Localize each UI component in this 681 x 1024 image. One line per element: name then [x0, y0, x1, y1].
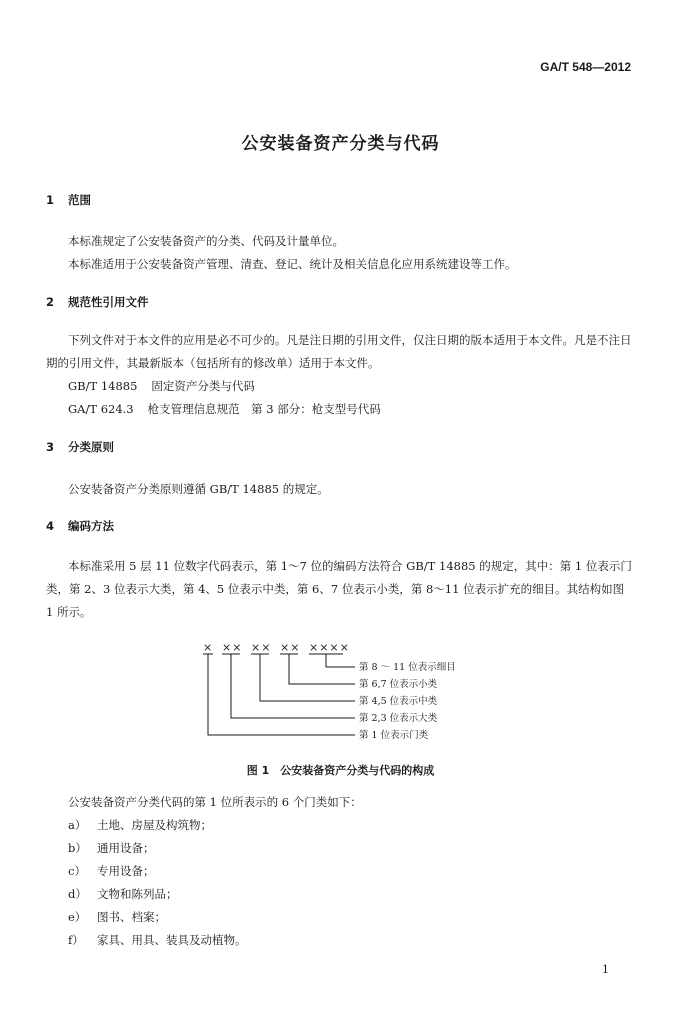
refs-intro: 下列文件对于本文件的应用是必不可少的。凡是注日期的引用文件，仅注日期的版本适用于本文件。凡是不注日期的引用文件，其最新版本（包括所有的修改单）适用于本文件。 — [46, 333, 632, 370]
list-item: 家具、用具、装具及动植物。 — [97, 933, 247, 947]
code-structure-diagram — [195, 640, 495, 750]
ref-item-2 — [68, 398, 381, 421]
diagram-label-middle-class: 第 4,5 位表示中类 — [359, 696, 438, 707]
code-digit-group-5: ×××× — [309, 641, 350, 654]
diagram-label-subitem: 第 8 ～ 11 位表示细目 — [359, 662, 456, 673]
page-number: 1 — [602, 963, 609, 976]
ref-code: GB/T 14885 — [68, 379, 138, 393]
code-digit-group-2: ×× — [222, 641, 243, 654]
list-item: 通用设备； — [97, 841, 155, 855]
ref-name: 枪支管理信息规范 第 3 部分：枪支型号代码 — [147, 402, 381, 416]
diagram-label-major-class: 第 2,3 位表示大类 — [359, 713, 438, 724]
principle-paragraph: 公安装备资产分类原则遵循 GB/T 14885 的规定。 — [68, 482, 329, 496]
document-title: 公安装备资产分类与代码 — [241, 134, 440, 154]
section-2-heading — [46, 294, 149, 310]
standard-number: GA/T 548—2012 — [540, 60, 631, 74]
list-item-label: f） — [68, 933, 84, 947]
list-item: 文物和陈列品； — [97, 887, 178, 901]
section-1-heading — [46, 192, 91, 208]
diagram-label-minor-class: 第 6,7 位表示小类 — [359, 679, 438, 690]
ref-name: 固定资产分类与代码 — [151, 379, 255, 393]
scope-paragraph-1: 本标准规定了公安装备资产的分类、代码及计量单位。 — [68, 234, 344, 248]
section-number: 4 — [46, 519, 55, 533]
section-title: 编码方法 — [68, 519, 115, 533]
section-4-heading — [46, 518, 114, 534]
ref-item-1 — [68, 375, 255, 398]
section-number: 1 — [46, 193, 55, 207]
code-digit-group-1: × — [203, 641, 214, 654]
section-number: 3 — [46, 440, 55, 454]
figure-caption: 图 1 公安装备资产分类与代码的构成 — [246, 764, 435, 777]
scope-paragraph-2: 本标准适用于公安装备资产管理、清查、登记、统计及相关信息化应用系统建设等工作。 — [68, 257, 517, 271]
list-item: 专用设备； — [97, 864, 155, 878]
code-digit-group-4: ×× — [280, 641, 301, 654]
list-item: 土地、房屋及构筑物； — [97, 818, 212, 832]
list-item-label: c） — [68, 864, 86, 878]
code-digit-group-3: ×× — [251, 641, 272, 654]
coding-paragraph: 本标准采用 5 层 11 位数字代码表示，第 1～7 位的编码方法符合 GB/T 14885 的规定，其中：第 1 位表示门类，第 2、3 位表示大类，第 4、5 位表示中类，第 6、7 位表示小类，第 8～11 位表示扩充的细目。其结构如图 1 所示。 — [46, 559, 632, 619]
list-item-label: a） — [68, 818, 87, 832]
section-3-heading — [46, 439, 114, 455]
list-item-label: b） — [68, 841, 87, 855]
section-title: 规范性引用文件 — [68, 295, 149, 309]
list-item-label: e） — [68, 910, 87, 924]
section-title: 分类原则 — [68, 440, 115, 454]
ref-code: GA/T 624.3 — [68, 402, 134, 416]
diagram-label-category: 第 1 位表示门类 — [359, 730, 429, 741]
section-title: 范围 — [68, 193, 92, 207]
list-item-label: d） — [68, 887, 87, 901]
list-item: 图书、档案； — [97, 910, 166, 924]
categories-intro: 公安装备资产分类代码的第 1 位所表示的 6 个门类如下： — [68, 795, 362, 809]
section-number: 2 — [46, 295, 55, 309]
